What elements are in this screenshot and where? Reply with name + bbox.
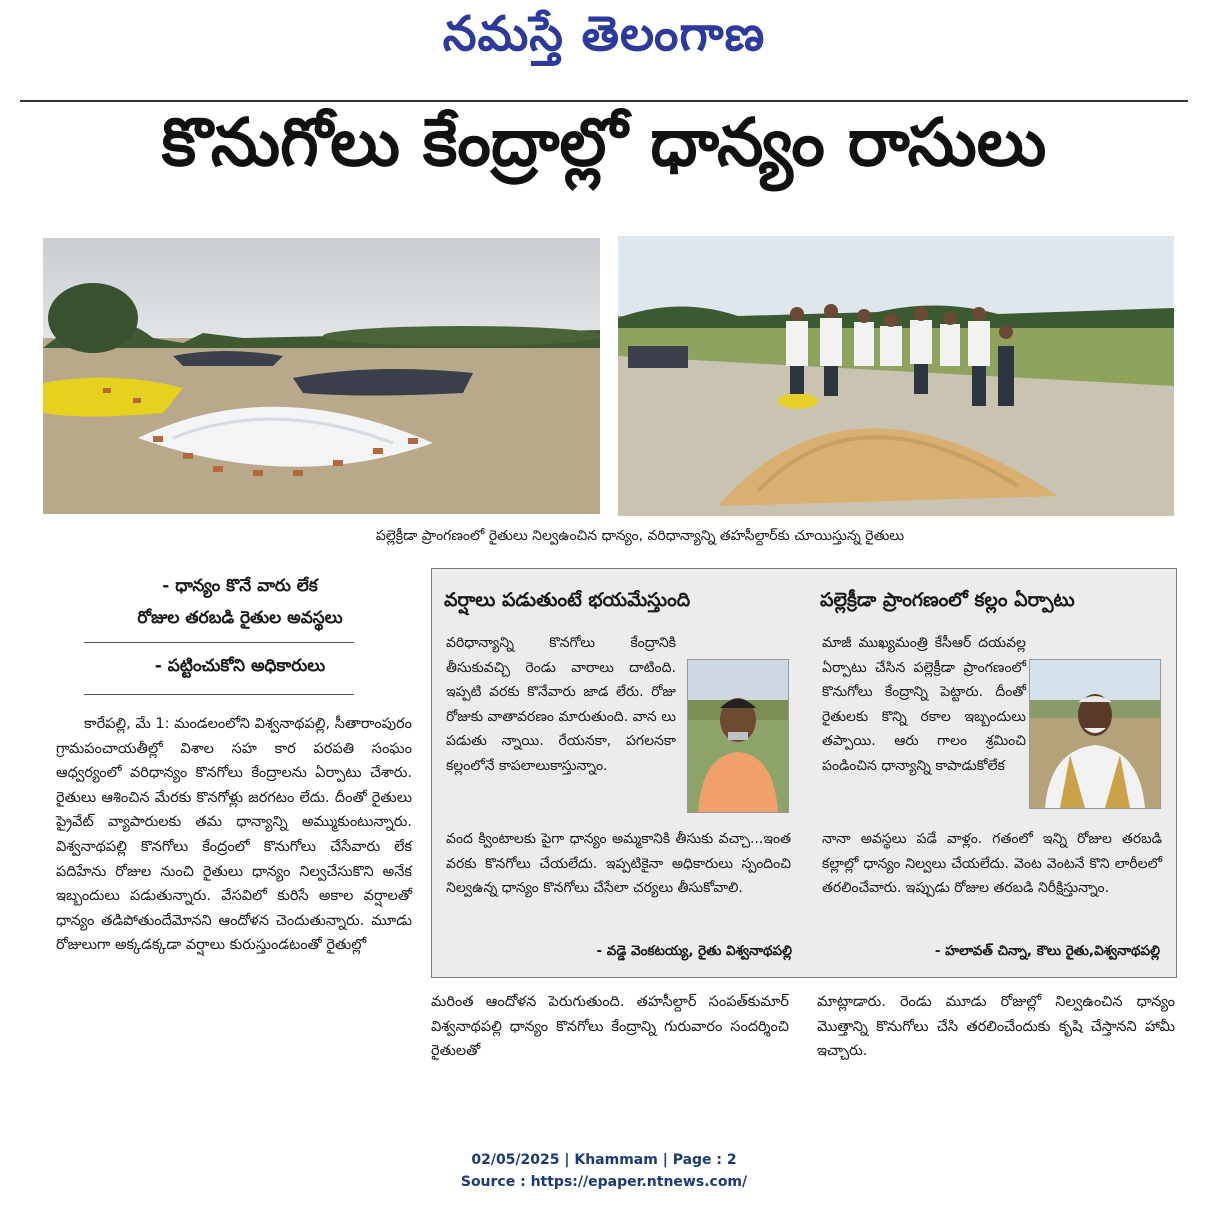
box-left-text-bottom bbox=[446, 827, 791, 901]
box-right-paragraph-bottom: నానా అవస్థలు పడే వాళ్లం. గతంలో ఇన్ని రోజుల తరబడి కల్లాల్లో ధాన్యం నిల్వలు చేయలేదు. వెంట వెంటనే కొని లారీలలో తరలించేవారు. ఇప్పుడు రోజుల తరబడి నిరీక్షిస్తున్నాం. bbox=[822, 831, 1162, 897]
deck-divider-2 bbox=[84, 694, 354, 695]
box-right-title: పల్లెక్రీడా ప్రాంగణంలో కల్లం ఏర్పాటు bbox=[820, 589, 1075, 611]
article-paragraph-1: కారేపల్లి, మే 1: మండలంలోని విశ్వనాథపల్లి, సీతారాంపురం గ్రామపంచాయతీల్లో విశాల సహ కార పరపతి సంఘం ఆధ్వర్యంలో వరిధాన్యం కొనగోలు కేంద్రాలను ఏర్పాటు చేశారు. రైతులు ఆశించిన మేరకు కొనగోళ్లు జరగటం లేదు. దీంతో రైతులు ప్రైవేట్ వ్యాపారులకు తమ ధాన్యాన్ని అమ్ముకుంటున్నారు. విశ్వనాథపల్లి కొనగోలు కేంద్రంలో కొనుగోలు చేసేవారు లేక పదిహేను రోజుల నుంచి రైతులు ధాన్యం నిల్వచేసుకొని అనేక ఇబ్బందులు పడుతున్నారు. వేసవిలో కురిసే అకాల వర్షాలతో ధాన్యం తడిపోతుందేమోనని ఆందోళన చెందుతున్నారు. మూడు రోజులుగా అక్కడక్కడా వర్షాలు కురుస్తుండటంతో రైతుల్లో bbox=[56, 716, 412, 954]
article-paragraph-3: మాట్లాడారు. రెండు మూడు రోజుల్లో నిల్వఉంచిన ధాన్యం మొత్తాన్ని కొనుగోలు చేసి తరలించేందుకు కృషి చేస్తానని హామీ ఇచ్చారు. bbox=[817, 994, 1175, 1060]
box-left-signature: - వడ్డె వెంకటయ్య, రైతు విశ్వనాథపల్లి bbox=[596, 943, 792, 959]
box-right-text-bottom bbox=[822, 827, 1162, 901]
sidebar-box bbox=[431, 568, 1177, 978]
portrait-venkataiah bbox=[687, 659, 789, 813]
photo-caption: పల్లెక్రీడా ప్రాంగణంలో రైతులు నిల్వఉంచిన ధాన్యం, వరిధాన్యాన్ని తహసీల్దార్‌కు చూయిస్తున్న రైతులు bbox=[375, 528, 905, 544]
box-left-paragraph-top: వరిధాన్యాన్ని కొనగోలు కేంద్రానికి తీసుకువచ్చి రెండు వారాలు దాటింది. ఇప్పటి వరకు కొనేవారు జాడ లేరు. రోజు రోజుకు వాతావరణం మారుతుంది. వాన లు పడుతు న్నాయి. రేయనకా, పగలనకా కల్లంలోనే కాపలాలుకాస్తున్నాం. bbox=[446, 635, 676, 774]
footer-source: Source : https://epaper.ntnews.com/ bbox=[460, 1174, 748, 1190]
deck-line-2: రోజుల తరబడి రైతుల అవస్థలు bbox=[137, 608, 343, 628]
deck-line-1: - ధాన్యం కొనే వారు లేక bbox=[162, 576, 318, 596]
photo-farmers-grain bbox=[618, 236, 1174, 516]
headline: కొనుగోలు కేంద్రాల్లో ధాన్యం రాసులు bbox=[161, 104, 1047, 181]
article-paragraph-2: మరింత ఆందోళన పెరుగుతుంది. తహసీల్దార్ సంపత్‌కుమార్ విశ్వనాథపల్లి ధాన్యం కొనగోలు కేంద్రాన్ని గురువారం సందర్శించి రైతులతో bbox=[431, 994, 789, 1060]
masthead-rule bbox=[20, 100, 1188, 102]
box-right-signature: - హలావత్ చిన్నా, కౌలు రైతు,విశ్వనాథపల్లి bbox=[934, 943, 1160, 959]
box-right-paragraph-top: మాజీ ముఖ్యమంత్రి కేసీఆర్ దయవల్ల ఏర్పాటు చేసిన పల్లెక్రీడా ప్రాంగణంలో కొనుగోలు కేంద్రాన్ని పెట్టారు. దీంతో రైతులకు కొన్ని రకాల ఇబ్బందులు తప్పాయి. ఆరు గాలం శ్రమించి పండించిన ధాన్యాన్ని కాపాడుకోలేక bbox=[822, 635, 1026, 774]
box-left-paragraph-bottom: వంద క్వింటాలకు పైగా ధాన్యం అమ్మకానికి తీసుకు వచ్చా...ఇంత వరకు కొనగోలు చేయలేదు. ఇప్పటికైనా అధికారులు స్పందించి నిల్వఉన్న ధాన్యం కొనగోలు చేసేలా చర్యలు తీసుకోవాలి. bbox=[446, 831, 791, 897]
masthead-logo: నమస్తే తెలంగాణ bbox=[442, 6, 766, 62]
deck-line-3: - పట్టించుకోని అధికారులు bbox=[154, 656, 326, 676]
box-right-text-top bbox=[822, 631, 1026, 779]
box-left-title: వర్షాలు పడుతుంటే భయమేస్తుంది bbox=[444, 589, 691, 611]
box-left-text-top bbox=[446, 631, 676, 779]
deck-divider-1 bbox=[84, 642, 354, 643]
article-column-1 bbox=[56, 712, 412, 958]
article-column-2 bbox=[431, 990, 789, 1064]
footer-date-edition: 02/05/2025 | Khammam | Page : 2 bbox=[471, 1152, 737, 1168]
article-column-3 bbox=[817, 990, 1175, 1064]
portrait-chinna bbox=[1029, 659, 1161, 809]
photo-grain-heaps bbox=[43, 238, 600, 514]
